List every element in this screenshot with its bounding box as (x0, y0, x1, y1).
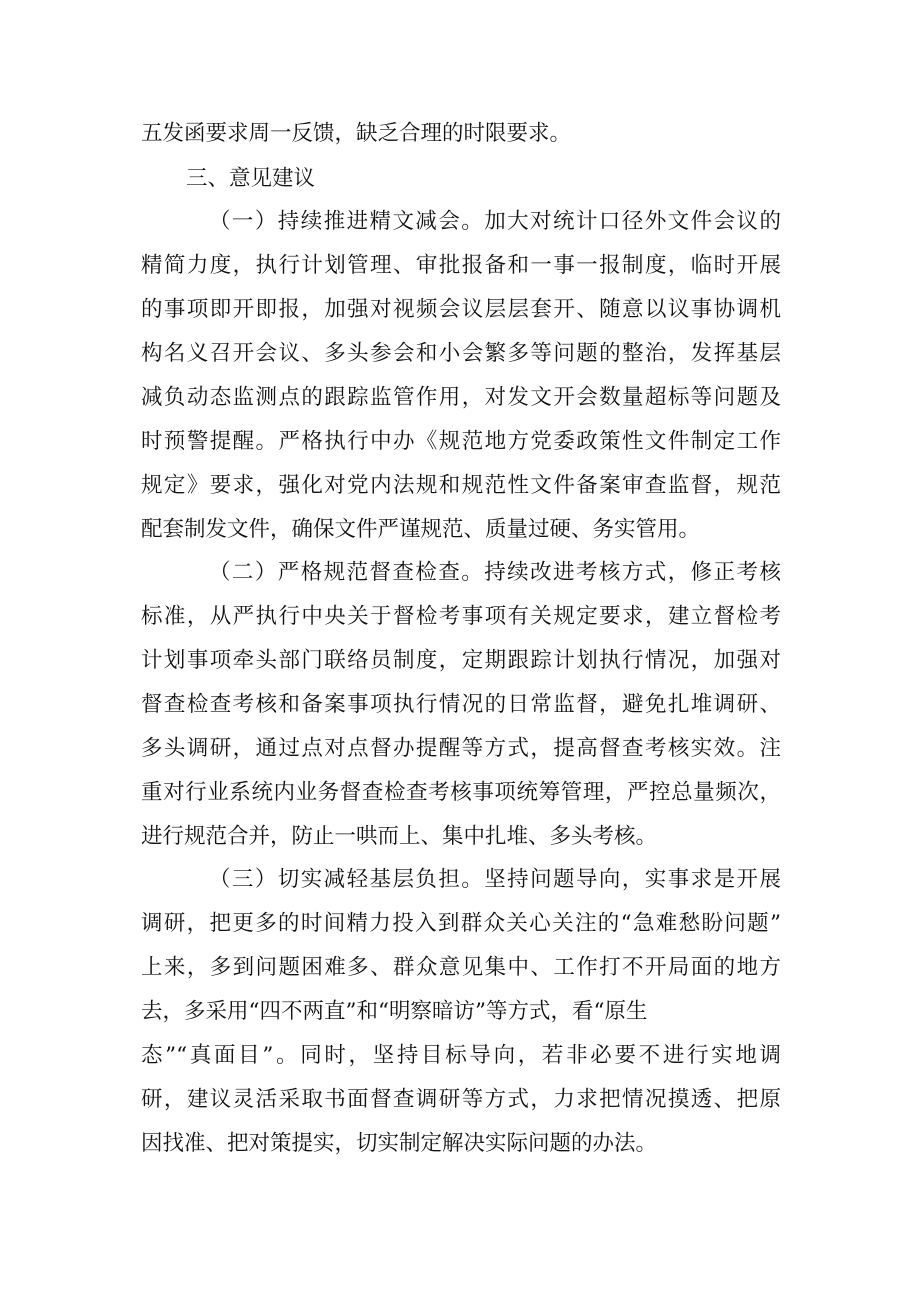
paragraph-line: （二）严格规范督查检查。持续改进考核方式，修正考核 (209, 560, 781, 585)
paragraph-line: 计划事项牵头部门联络员制度，定期跟踪计划执行情况，加强对 (141, 648, 781, 673)
paragraph-line: 五发函要求周一反馈，缺乏合理的时限要求。 (141, 121, 572, 146)
paragraph-line: 减负动态监测点的跟踪监管作用，对发文开会数量超标等问题及 (141, 385, 781, 410)
paragraph-line: 多头调研，通过点对点督办提醒等方式，提高督查考核实效。注 (141, 736, 781, 761)
paragraph-line: 时预警提醒。严格执行中办《规范地方党委政策性文件制定工作 (141, 429, 781, 454)
paragraph-line: 精简力度，执行计划管理、审批报备和一事一报制度，临时开展 (141, 253, 781, 278)
section-heading: 三、意见建议 (186, 166, 316, 191)
paragraph-line: 构名义召开会议、多头参会和小会繁多等问题的整治，发挥基层 (141, 341, 781, 366)
paragraph-line: 上来，多到问题困难多、群众意见集中、工作打不开局面的地方 (141, 955, 781, 980)
paragraph-line: 规定》要求，强化对党内法规和规范性文件备案审查监督，规范 (141, 473, 781, 498)
paragraph-line: 进行规范合并，防止一哄而上、集中扎堆、多头考核。 (141, 824, 658, 849)
paragraph-line: 标准，从严执行中央关于督检考事项有关规定要求，建立督检考 (141, 604, 781, 629)
paragraph-line: 因找准、把对策提实，切实制定解决实际问题的办法。 (141, 1131, 658, 1156)
paragraph-line: 的事项即开即报，加强对视频会议层层套开、随意以议事协调机 (141, 297, 781, 322)
paragraph-line: 研，建议灵活采取书面督查调研等方式，力求把情况摸透、把原 (141, 1087, 781, 1112)
paragraph-line: 调研，把更多的时间精力投入到群众关心关注的“急难愁盼问题” (141, 911, 781, 936)
paragraph-line: 督查检查考核和备案事项执行情况的日常监督，避免扎堆调研、 (141, 692, 781, 717)
paragraph-line: 重对行业系统内业务督查检查考核事项统筹管理，严控总量频次， (141, 780, 781, 805)
paragraph-line: （一）持续推进精文减会。加大对统计口径外文件会议的 (209, 209, 781, 234)
paragraph-line: 态”“真面目”。同时，坚持目标导向，若非必要不进行实地调 (141, 1043, 781, 1068)
paragraph-line: 去，多采用“四不两直”和“明察暗访”等方式，看“原生 (141, 999, 648, 1024)
paragraph-line: 配套制发文件，确保文件严谨规范、质量过硬、务实管用。 (141, 517, 701, 542)
paragraph-line: （三）切实减轻基层负担。坚持问题导向，实事求是开展 (209, 867, 781, 892)
